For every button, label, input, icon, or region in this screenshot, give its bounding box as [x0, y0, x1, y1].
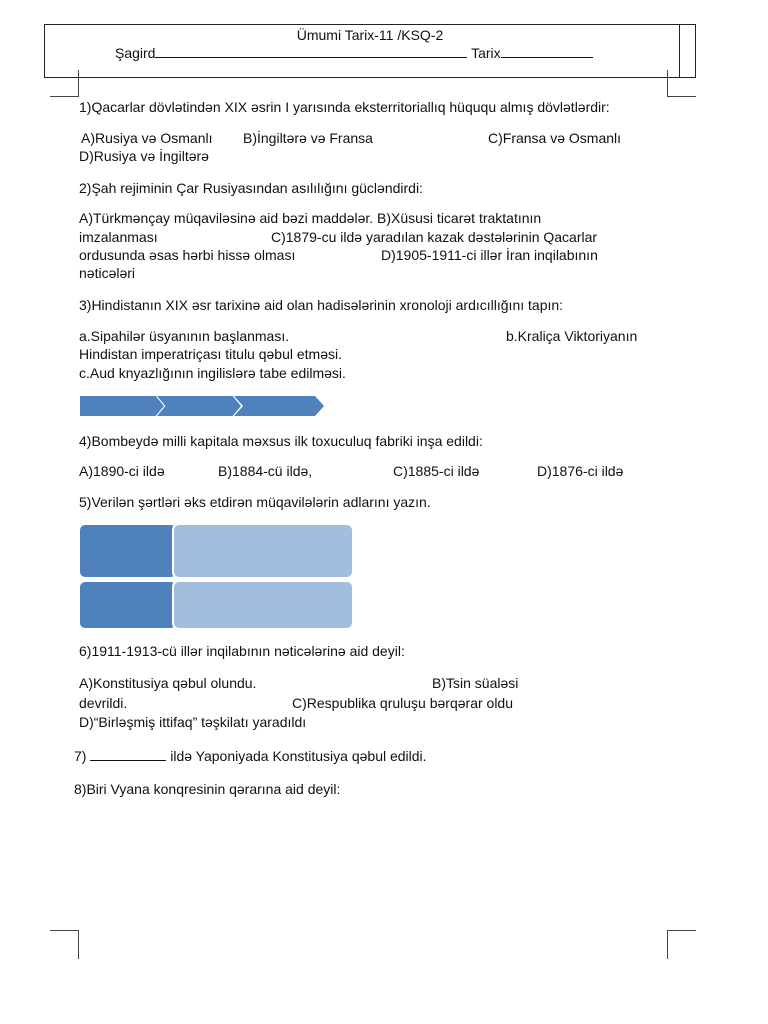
q5-condition-box-2 [78, 580, 178, 630]
q2-option-d[interactable]: D)1905-1911-ci illər İran inqilabının [381, 247, 598, 263]
q2-options-line2a: imzalanması [79, 229, 158, 245]
q6-prompt: 6)1911-1913-cü illər inqilabının nəticələrinə aid deyil: [79, 643, 405, 659]
q4-option-a[interactable]: A)1890-ci ildə [79, 463, 165, 479]
q3-item-b-cont: Hindistan imperatriçası titulu qəbul etməsi. [79, 346, 343, 362]
crop-mark-top-left [50, 70, 79, 97]
answer-chevron-1[interactable] [80, 396, 164, 416]
q3-item-a: a.Sipahilər üsyanının başlanması. [79, 328, 290, 344]
q4-prompt: 4)Bombeydə milli kapitala məxsus ilk toxuculuq fabriki inşa edildi: [79, 433, 483, 449]
q1-option-b[interactable]: B)İngiltərə və Fransa [243, 130, 373, 146]
answer-chevron-3[interactable] [234, 396, 324, 416]
crop-mark-top-right [667, 70, 696, 97]
q5-prompt: 5)Verilən şərtləri əks etdirən müqavilələrin adlarını yazın. [79, 494, 431, 510]
q6-option-c[interactable]: C)Respublika qruluşu bərqərar oldu [292, 695, 514, 711]
q4-option-c[interactable]: C)1885-ci ildə [393, 463, 480, 479]
q7-number: 7) [74, 748, 87, 764]
q2-options-line1[interactable]: A)Türkmənçay müqaviləsinə aid bəzi maddələr. B)Xüsusi ticarət traktatının [79, 210, 542, 226]
answer-chevron-2[interactable] [157, 396, 241, 416]
student-name-blank[interactable] [155, 57, 467, 58]
date-blank[interactable] [501, 57, 593, 58]
q4-option-d[interactable]: D)1876-ci ildə [537, 463, 624, 479]
q6-option-d[interactable]: D)“Birləşmiş ittifaq” təşkilatı yaradıldı [79, 714, 307, 730]
q7-line [74, 747, 427, 765]
q5-answer-box-2[interactable] [172, 580, 354, 630]
crop-mark-bottom-right [667, 930, 696, 959]
q5-condition-box-1 [78, 523, 178, 579]
q3-item-b: b.Kraliça Viktoriyanın [506, 328, 638, 344]
q2-option-c[interactable]: C)1879-cu ildə yaradılan kazak dəstələrinin Qacarlar [271, 229, 598, 245]
q2-prompt: 2)Şah rejiminin Çar Rusiyasından asılılığını gücləndirdi: [79, 180, 423, 196]
q6-option-b[interactable]: B)Tsin süaləsi [432, 675, 519, 691]
q3-item-c: c.Aud knyazlığının ingilislərə tabe edilməsi. [79, 365, 346, 381]
q7-answer-blank[interactable] [90, 760, 166, 761]
student-info-row [115, 45, 593, 61]
q6-option-b-cont: devrildi. [79, 695, 128, 711]
q5-answer-box-1[interactable] [172, 523, 354, 579]
q1-option-a[interactable]: A)Rusiya və Osmanlı [81, 130, 213, 146]
student-label: Şagird [115, 45, 156, 61]
q6-option-a[interactable]: A)Konstitusiya qəbul olundu. [79, 675, 257, 691]
q1-option-c[interactable]: C)Fransa və Osmanlı [488, 130, 622, 146]
q8-prompt: 8)Biri Vyana konqresinin qərarına aid deyil: [74, 781, 341, 797]
q1-option-d[interactable]: D)Rusiya və İngiltərə [79, 148, 209, 164]
q3-prompt: 3)Hindistanın XIX əsr tarixinə aid olan hadisələrinin xronoloji ardıcıllığını tapın: [79, 297, 564, 313]
q7-text: ildə Yaponiyada Konstitusiya qəbul edildi. [170, 748, 427, 764]
page-title: Ümumi Tarix-11 /KSQ-2 [296, 27, 444, 43]
q2-options-line3a: ordusunda əsas hərbi hissə olması [79, 247, 296, 263]
date-label: Tarix [471, 45, 501, 61]
crop-mark-bottom-left [50, 930, 79, 959]
q1-prompt: 1)Qacarlar dövlətindən XIX əsrin I yarısında eksterritoriallıq hüququ almış dövlətlərdir: [79, 99, 610, 115]
header-box [44, 24, 696, 78]
q2-options-line4: nəticələri [79, 265, 136, 281]
q4-option-b[interactable]: B)1884-cü ildə, [218, 463, 313, 479]
